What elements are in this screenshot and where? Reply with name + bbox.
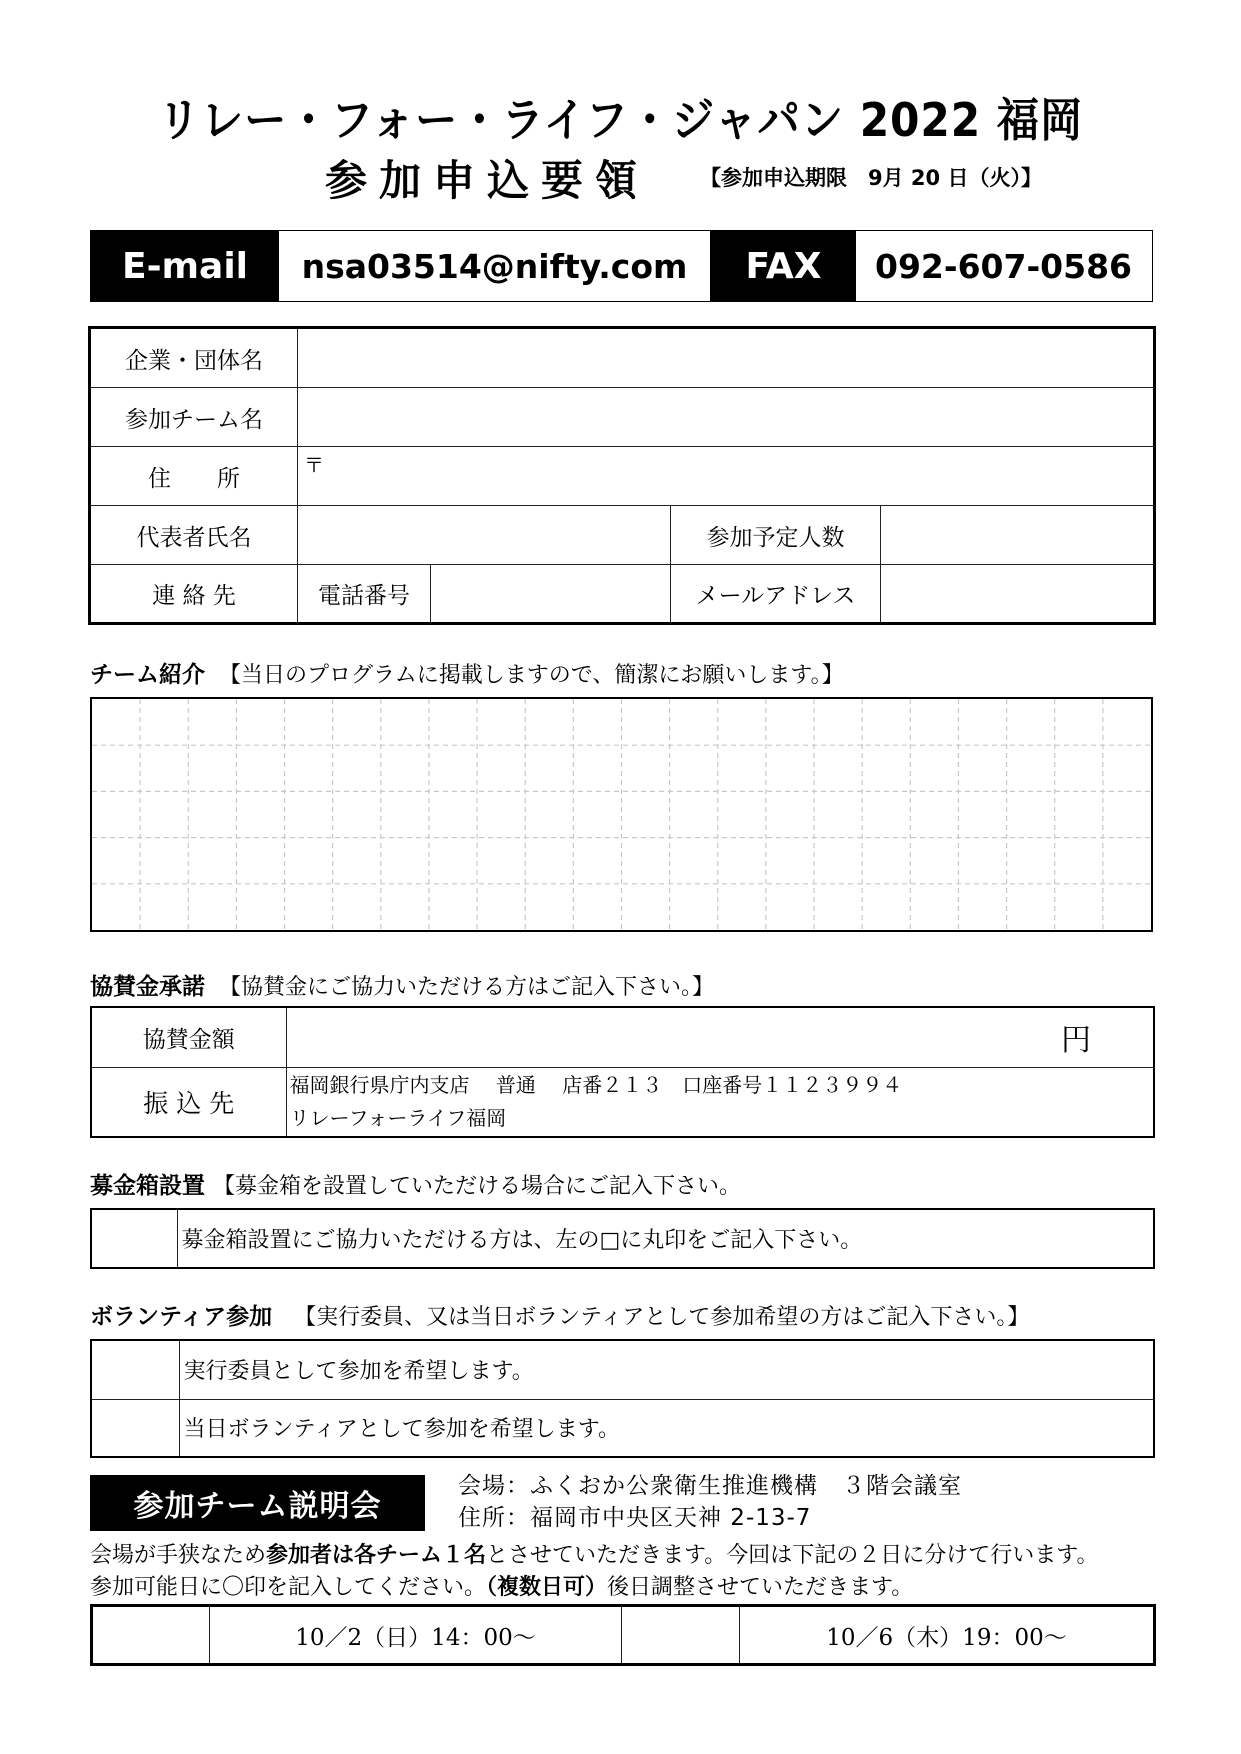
volunteer-header [90,1298,1029,1331]
fax-number: 092-607-0586 [856,231,1151,301]
sponsorship-note: 【協賛金にご協力いただける方はご記入下さい。】 [219,975,715,1000]
company-name-field[interactable] [298,329,1154,388]
bank-account-name: リレーフォーライフ福岡 [289,1105,507,1130]
email-address[interactable]: nsa03514@nifty.com [279,231,711,301]
address-label: 住 所 [91,447,298,506]
date-2-checkbox[interactable] [622,1606,740,1665]
note-text: 後日調整させていただきます。 [607,1575,914,1600]
briefing-address: 住所：福岡市中央区天神 2-13-7 [458,1505,812,1531]
bank-account-line: 福岡銀行県庁内支店 普通 店番２１３ 口座番号１１２３９９４ [289,1072,903,1097]
date-1-checkbox[interactable] [92,1606,210,1665]
donation-box-row [91,1209,1154,1268]
note-text: とさせていただきます。今回は下記の２日に分けて行います。 [486,1543,1099,1568]
committee-option: 実行委員として参加を希望します。 [179,1340,1154,1399]
planned-count-label: 参加予定人数 [671,506,881,565]
committee-checkbox[interactable] [91,1340,179,1399]
postal-mark: 〒 [304,453,324,477]
sponsorship-header [90,968,714,1001]
volunteer-row [91,1340,1154,1399]
donation-box-header [90,1167,741,1200]
briefing-venue-info [458,1470,962,1534]
sponsorship-table [90,1006,1155,1138]
briefing-title: 参加チーム説明会 [90,1475,425,1531]
team-name-field[interactable] [298,388,1154,447]
note-emphasis: 参加者は各チーム１名 [266,1543,487,1568]
team-intro-heading: チーム紹介 [90,662,205,688]
planned-count-field[interactable] [881,506,1154,565]
bank-details [286,1067,1154,1137]
note-text: 会場が手狭なため [90,1543,267,1568]
form-row-company [91,329,1154,388]
volunteer-row [91,1399,1154,1457]
briefing-note-2 [90,1570,913,1601]
page-title: リレー・フォー・ライフ・ジャパン 2022 福岡 [157,93,1084,147]
day-volunteer-checkbox[interactable] [91,1399,179,1457]
grid-lines [92,699,1151,930]
representative-field[interactable] [298,506,671,565]
fax-label: FAX [711,231,856,301]
donation-box-option: 募金箱設置にご協力いただける方は、左の□に丸印をご記入下さい。 [177,1209,1154,1268]
phone-label: 電話番号 [298,565,431,623]
briefing-dates-row [92,1606,1155,1665]
volunteer-table [90,1339,1155,1458]
contact-label: 連 絡 先 [91,565,298,623]
briefing-note-1 [90,1538,1099,1569]
contact-bar [90,230,1153,302]
transfer-row [91,1067,1154,1137]
briefing-venue: 会場：ふくおか公衆衛生推進機構 ３階会議室 [458,1473,962,1499]
donation-box-note: 【募金箱を設置していただける場合にご記入下さい。 [213,1174,742,1199]
transfer-label: 振 込 先 [91,1067,286,1137]
team-intro-note: 【当日のプログラムに掲載しますので、簡潔にお願いします。】 [219,663,844,688]
donation-box-checkbox[interactable] [91,1209,177,1268]
application-deadline: 【参加申込期限 9月 20 日（火）】 [700,166,1042,190]
donation-box-table [90,1208,1155,1269]
volunteer-heading: ボランティア参加 [90,1304,273,1330]
application-form-table [90,328,1154,623]
date-1-label: 10／2（日）14：00～ [210,1606,622,1665]
contact-email-label: メールアドレス [671,565,881,623]
team-intro-grid[interactable] [90,697,1153,932]
company-name-label: 企業・団体名 [91,329,298,388]
team-intro-header [90,656,844,689]
page-subtitle: 参加申込要領 [325,156,650,205]
yen-unit: 円 [1061,1023,1091,1059]
donation-box-heading: 募金箱設置 [90,1173,205,1199]
sponsorship-amount-field[interactable] [286,1007,1154,1067]
sponsorship-amount-row [91,1007,1154,1067]
volunteer-note: 【実行委員、又は当日ボランティアとして参加希望の方はご記入下さい。】 [294,1305,1030,1330]
team-name-label: 参加チーム名 [91,388,298,447]
briefing-dates-table [90,1604,1156,1666]
address-field[interactable] [298,447,1154,506]
date-2-label: 10／6（木）19：00～ [740,1606,1155,1665]
day-volunteer-option: 当日ボランティアとして参加を希望します。 [179,1399,1154,1457]
email-label: E-mail [91,231,279,301]
form-row-team [91,388,1154,447]
phone-field[interactable] [431,565,671,623]
note-text: 参加可能日に〇印を記入してください。 [90,1575,487,1600]
sponsorship-heading: 協賛金承諾 [90,974,205,1000]
note-emphasis: （複数日可） [486,1575,608,1600]
form-row-representative [91,506,1154,565]
sponsorship-amount-label: 協賛金額 [91,1007,286,1067]
contact-email-field[interactable] [881,565,1154,623]
representative-label: 代表者氏名 [91,506,298,565]
form-row-contact [91,565,1154,623]
form-row-address [91,447,1154,506]
